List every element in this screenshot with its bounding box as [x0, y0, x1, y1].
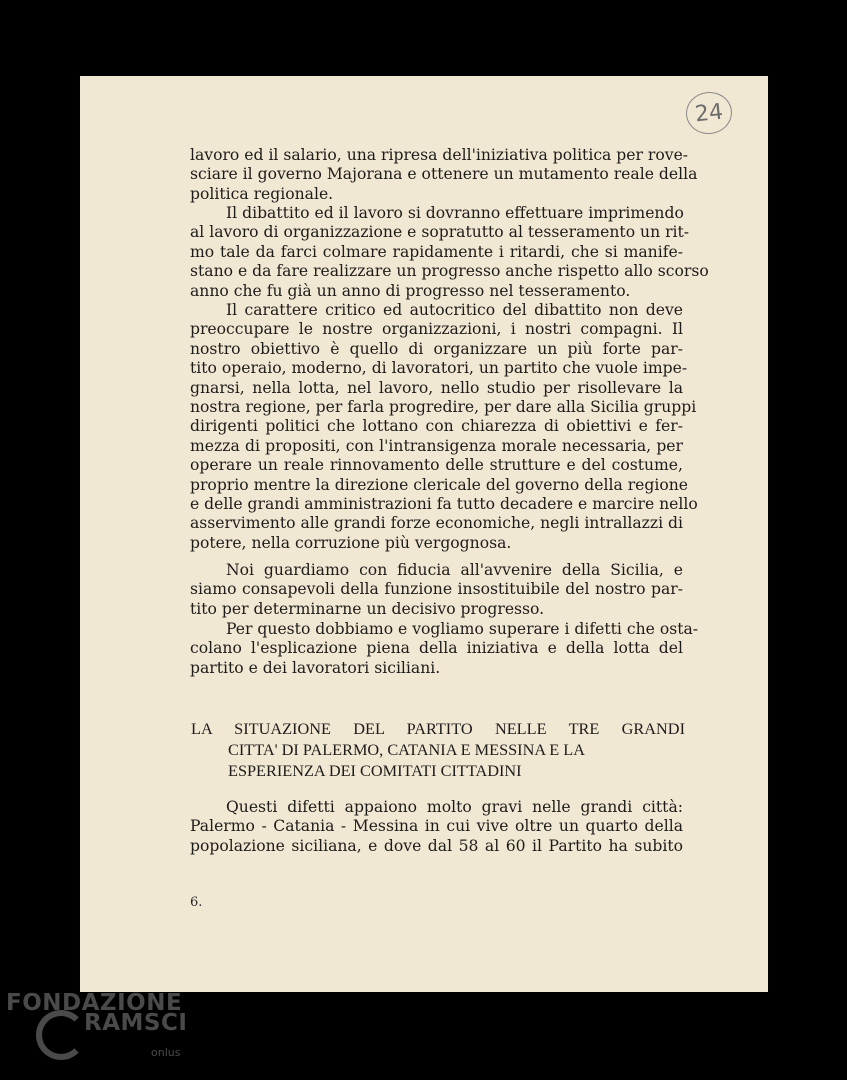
text-line: gnarsi, nella lotta, nel lavoro, nello studio per risollevare la	[190, 378, 683, 397]
text-line: Il carattere critico ed autocritico del dibattito non deve	[226, 301, 683, 319]
paragraph-1	[190, 146, 698, 204]
text-line: lavoro ed il salario, una ripresa dell'iniziativa politica per rove-	[190, 146, 689, 164]
text-line: anno che fu già un anno di progresso nel tesseramento.	[190, 281, 631, 300]
paragraph-4	[190, 561, 683, 619]
heading-line: CITTA' DI PALERMO, CATANIA E MESSINA E LA	[228, 739, 586, 759]
paragraph-6	[190, 798, 683, 856]
text-line: Noi guardiamo con fiducia all'avvenire della Sicilia, e	[226, 561, 683, 579]
watermark-line-3: onlus	[151, 1046, 181, 1059]
text-line: nostro obiettivo è quello di organizzare un più forte par-	[190, 339, 683, 358]
text-line: tito per determinarne un decisivo progresso.	[190, 599, 545, 618]
page-number: 6.	[190, 895, 203, 910]
watermark-line-1: FONDAZIONE	[6, 990, 183, 1016]
text-line: siamo consapevoli della funzione insostituibile del nostro par-	[190, 580, 683, 599]
text-line: partito e dei lavoratori siciliani.	[190, 658, 441, 677]
paragraph-3	[190, 301, 698, 553]
text-line: politica regionale.	[190, 184, 334, 203]
text-line: preoccupare le nostre organizzazioni, i nostri compagni. Il	[190, 320, 683, 339]
text-line: mo tale da farci colmare rapidamente i ritardi, che si manife-	[190, 242, 683, 261]
text-line: e delle grandi amministrazioni fa tutto decadere e marcire nello	[190, 495, 698, 514]
text-line: popolazione siciliana, e dove dal 58 al 60 il Partito ha subito	[190, 836, 683, 855]
paragraph-2	[190, 204, 709, 301]
text-line: potere, nella corruzione più vergognosa.	[190, 533, 512, 552]
watermark-line-2: RAMSCI	[84, 1010, 188, 1036]
text-line: dirigenti politici che lottano con chiarezza di obiettivi e fer-	[190, 417, 683, 436]
text-line: Questi difetti appaiono molto gravi nelle grandi città:	[226, 798, 683, 816]
text-line: proprio mentre la direzione clericale del governo della regione	[190, 475, 689, 494]
text-line: Per questo dobbiamo e vogliamo superare i difetti che osta-	[226, 620, 699, 638]
gramsci-g-logo-icon	[36, 1010, 86, 1060]
text-line: sciare il governo Majorana e ottenere un mutamento reale della	[190, 165, 698, 184]
heading-line: ESPERIENZA DEI COMITATI CITTADINI	[228, 760, 522, 780]
text-line: operare un reale rinnovamento delle strutture e del costume,	[190, 456, 683, 475]
text-line: Il dibattito ed il lavoro si dovranno effettuare imprimendo	[226, 204, 684, 222]
section-heading	[191, 719, 685, 781]
text-line: stano e da fare realizzare un progresso anche rispetto allo scorso	[190, 262, 709, 281]
paragraph-5	[190, 620, 699, 678]
archive-number-stamp: 24	[684, 90, 734, 137]
text-line: Palermo - Catania - Messina in cui vive oltre un quarto della	[190, 817, 683, 836]
text-line: colano l'esplicazione piena della iniziativa e della lotta del	[190, 639, 683, 658]
text-line: asservimento alle grandi forze economiche, negli intrallazzi di	[190, 514, 683, 533]
heading-line: LA SITUAZIONE DEL PARTITO NELLE TRE GRANDI	[191, 719, 685, 738]
text-line: al lavoro di organizzazione e sopratutto al tesseramento un rit-	[190, 223, 690, 242]
text-line: mezza di propositi, con l'intransigenza morale necessaria, per	[190, 436, 683, 455]
text-line: tito operaio, moderno, di lavoratori, un partito che vuole impe-	[190, 359, 688, 378]
text-line: nostra regione, per farla progredire, per dare alla Sicilia gruppi	[190, 398, 697, 417]
fondazione-gramsci-watermark	[6, 988, 216, 1076]
